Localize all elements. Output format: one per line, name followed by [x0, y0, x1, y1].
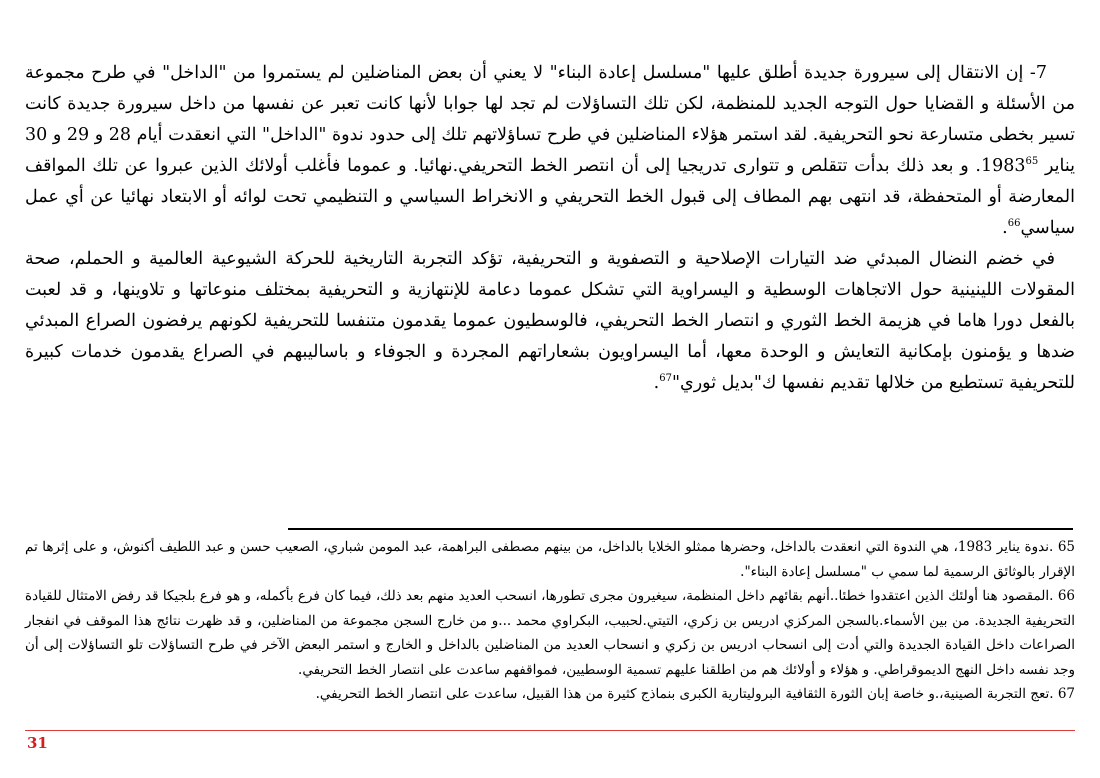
paragraph-1-lead: 7- إن الانتقال إلى سيرورة جديدة أطلق عليها "مسلسل إعادة البناء" لا يعني أن بعض المناضلين لم يستمروا من "الداخل" في طرح مجموعة من الأسئلة و القضايا حول التوجه الجديد للمنظمة، لكن تلك التساؤلات لم تجد لها جوابا لأنها كانت تعبر عن نفسها من داخل سيرورة جديدة كانت تسير بخطى متسارعة نحو التحريفية. لقد استمر هؤلاء المناضلين في طرح تساؤلاتهم تلك إلى حدود ندوة "الداخل" التي انعقدت أيام 28 و 29 و 30 يناير 1983: [25, 63, 1076, 176]
page-footer-rule: [25, 730, 1075, 731]
main-text: [25, 58, 1075, 399]
footnote-ref-67[interactable]: 67: [659, 373, 672, 385]
footnote-67: 67 .تعج التجربة الصينية،.و خاصة إبان الثورة الثقافية البروليتارية الكبرى بنماذج كثيرة من هذا القبيل، ساعدت على انتصار الخط التحريفي.: [315, 686, 1075, 702]
footnote-65: 65 .ندوة يناير 1983، هي الندوة التي انعقدت بالداخل، وحضرها ممثلو الخلايا بالداخل، من بينهم مصطفى البراهمة، عبد المومن شباري، الصعيب حسن و عبد اللطيف أكنوش، و على إثرها تم الإقرار بالوثائق الرسمية لما سمي ب "مسلسل إعادة البناء".: [25, 539, 1075, 580]
footnote-ref-65[interactable]: 65: [1025, 156, 1039, 168]
paragraph-1: [25, 58, 1075, 244]
footnote-ref-66[interactable]: 66: [1007, 218, 1021, 230]
paragraph-2-text: في خضم النضال المبدئي ضد التيارات الإصلاحية و التصفوية و التحريفية، تؤكد التجربة التاريخية للحركة الشيوعية العالمية و الحملم، صحة المقولات اللينينية حول الاتجاهات الوسطية و اليسراوية التي تشكل عموما دعامة للإنتهازية و التحريفية بمختلف منوعاتها و تلاوينها، و قد لعبت بالفعل دورا هاما في هزيمة الخط الثوري و انتصار الخط التحريفي، فالوسطيون عموما يقدمون متنفسا للتحريفية لكونهم يرفضون الصراع المبدئي ضدها و يؤمنون بإمكانية التعايش و الوحدة معها، أما اليسراويون بشعاراتهم المجردة و الجوفاء و باساليبهم في الصراع يقدمون خدمات كبيرة للتحريفية تستطيع من خلالها تقديم نفسها ك"بديل ثوري": [25, 249, 1075, 393]
page-number: 31: [27, 734, 48, 752]
paragraph-2: [25, 244, 1075, 399]
footnotes: [25, 535, 1075, 707]
footnote-66: 66 .المقصود هنا أولئك الذين اعتقدوا خطئا..أنهم بقائهم داخل المنظمة، سيغيرون مجرى تطورها، انسحب العديد منهم بعد ذلك، فيما كان فرع بأكمله، و هو فرع بلجيكا قد رفض الامتثال للقيادة التحريفية الجديدة. من بين الأسماء.بالسجن المركزي ادريس بن زكري، التيتي.لحبيب، البكراوي محمد ...و من خارج السجن مجموعة من المناضلين، و قد ظهرت نتائج هذا الموقف في انفجار الصراعات داخل القيادة الجديدة والتي أدت إلى انسحاب ادريس بن زكري و انسحاب العديد من المناضلين بالداخل و الخارج و استمر البعض الآخر في طرح التساؤلات تلو التساؤلات إلى أن وجد نفسه داخل النهج الديموقراطي. و هؤلاء و أولائك هم من اطلقنا عليهم تسمية الوسطيين، فمواقفهم ساعدت على انتصار الخط التحريفي.: [25, 588, 1075, 678]
paragraph-1-tail: .: [1002, 218, 1008, 238]
paragraph-1-mid: . و بعد ذلك بدأت تتقلص و تتوارى تدريجيا إلى أن انتصر الخط التحريفي.نهائيا. و عموما فأغلب أولائك الذين عبروا عن تلك المواقف المعارضة أو المتحفظة، قد انتهى بهم المطاف إلى قبول الخط التحريفي و الانخراط السياسي و التنظيمي تحت لوائه أو الابتعاد نهائيا عن أي عمل سياسي: [25, 156, 1075, 238]
paragraph-2-tail: .: [653, 373, 660, 393]
footnote-separator: [288, 528, 1073, 530]
